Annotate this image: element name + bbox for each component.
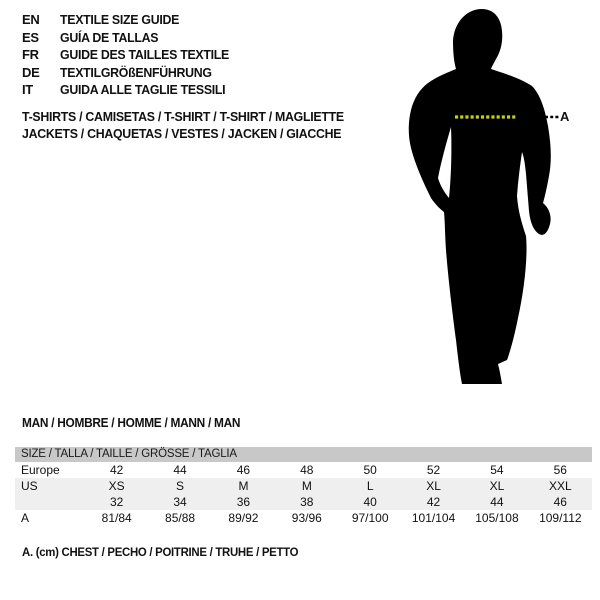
- language-list: [22, 11, 238, 99]
- language-code: IT: [22, 82, 33, 97]
- size-cell: 42: [426, 495, 441, 509]
- size-cell: 46: [553, 495, 567, 509]
- size-table-header: SIZE / TALLA / TAILLE / GRÖSSE / TAGLIA: [15, 447, 592, 462]
- language-row: [22, 46, 238, 64]
- size-cell: 93/96: [291, 511, 322, 525]
- size-cell: 56: [553, 463, 567, 477]
- size-cell: 54: [490, 463, 504, 477]
- language-code: EN: [22, 12, 40, 27]
- size-table: [15, 447, 592, 526]
- size-cell: 85/88: [165, 511, 196, 525]
- measurement-figure: [396, 6, 578, 390]
- size-cell: XL: [489, 479, 505, 493]
- language-title: TEXTILE SIZE GUIDE: [60, 12, 180, 27]
- language-title: GUÍA DE TALLAS: [60, 29, 159, 45]
- language-row: [22, 81, 238, 99]
- size-cell: S: [176, 479, 185, 493]
- size-cell: L: [366, 479, 374, 493]
- category-line: T-SHIRTS / CAMISETAS / T-SHIRT / T-SHIRT / MAGLIETTE: [22, 109, 344, 124]
- man-silhouette: [396, 6, 578, 390]
- language-code: FR: [22, 47, 39, 62]
- size-cell: 32: [110, 495, 124, 509]
- table-row-chest: [15, 510, 592, 526]
- language-title: GUIDA ALLE TAGLIE TESSILI: [60, 82, 226, 97]
- size-cell: 40: [363, 495, 377, 509]
- table-row-us-numeric: [15, 494, 592, 510]
- size-cell: 44: [173, 463, 187, 477]
- size-cell: 105/108: [475, 511, 519, 525]
- size-cell: 48: [300, 463, 314, 477]
- size-cell: M: [301, 479, 312, 493]
- language-title: TEXTILGRÖßENFÜHRUNG: [60, 64, 212, 80]
- size-cell: XS: [108, 479, 125, 493]
- size-cell: 101/104: [411, 511, 456, 525]
- size-cell: 42: [110, 463, 124, 477]
- size-cell: 50: [363, 463, 377, 477]
- size-cell: XXL: [548, 479, 572, 493]
- garment-categories: [22, 108, 361, 142]
- size-cell: 36: [236, 495, 251, 509]
- language-code: DE: [22, 64, 40, 80]
- size-cell: 109/112: [539, 511, 582, 525]
- size-cell: 89/92: [228, 511, 259, 525]
- size-cell: 46: [236, 463, 251, 477]
- section-title: MAN / HOMBRE / HOMME / MANN / MAN: [22, 416, 241, 430]
- row-label: US: [21, 479, 38, 493]
- size-cell: 34: [173, 495, 187, 509]
- size-cell: 81/84: [101, 511, 132, 525]
- row-label: [15, 494, 85, 510]
- size-cell: M: [238, 479, 249, 493]
- measure-label-a: A: [560, 109, 570, 124]
- man-body-shape: [409, 9, 551, 384]
- footnote: A. (cm) CHEST / PECHO / POITRINE / TRUHE / PETTO: [22, 545, 299, 559]
- row-label: A: [21, 511, 30, 525]
- size-cell: 97/100: [351, 511, 389, 525]
- table-row-europe: [15, 462, 592, 478]
- size-cell: 38: [300, 495, 314, 509]
- size-cell: 52: [426, 463, 441, 477]
- category-line: JACKETS / CHAQUETAS / VESTES / JACKEN / GIACCHE: [22, 126, 342, 141]
- language-row: [22, 64, 238, 82]
- language-title: GUIDE DES TAILLES TEXTILE: [60, 47, 229, 62]
- size-cell: XL: [426, 479, 441, 493]
- language-row: [22, 29, 238, 47]
- row-label: Europe: [21, 463, 60, 477]
- language-row: [22, 11, 238, 29]
- size-cell: 44: [490, 495, 504, 509]
- language-code: ES: [22, 29, 39, 45]
- table-row-us: [15, 478, 592, 494]
